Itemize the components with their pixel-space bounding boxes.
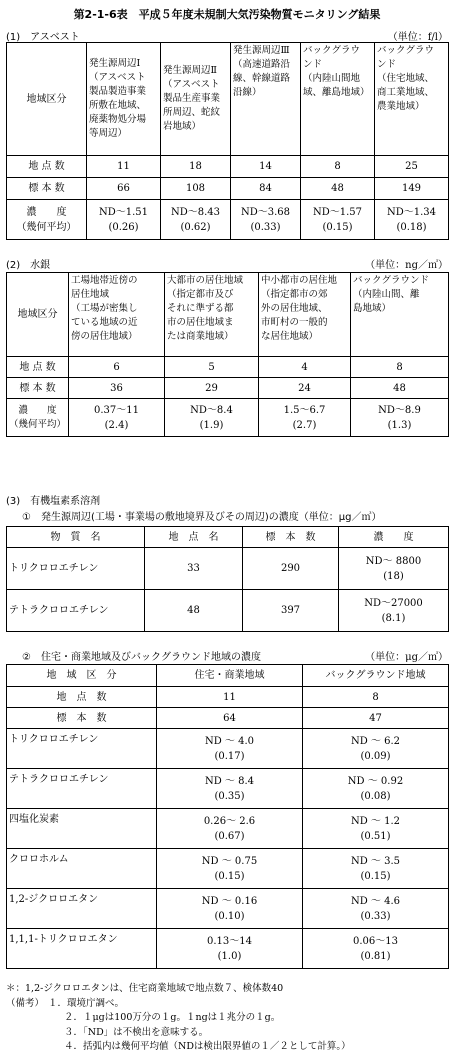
substance-name: 1,2-ジクロロエタン — [7, 889, 157, 929]
table-row — [7, 708, 449, 729]
asbestos-header-row — [7, 43, 449, 156]
row-label: 濃 度 （幾何平均） — [7, 399, 69, 437]
cell: ND～27000 (8.1) — [339, 590, 449, 632]
section-asbestos-heading: (1) アスベスト — [6, 32, 80, 43]
cell: ND ～ 8.4 (0.35) — [157, 769, 303, 809]
cell: 11 — [87, 156, 161, 178]
table-row — [7, 809, 449, 849]
table-row — [7, 200, 449, 240]
cell: 8 — [303, 687, 449, 708]
column-header: 標 本 数 — [243, 527, 339, 548]
section-mercury-unit: （単位：ng／㎥） — [365, 260, 448, 271]
table-row — [7, 357, 449, 378]
cell: ND ～ 0.92 (0.08) — [303, 769, 449, 809]
cell: 64 — [157, 708, 303, 729]
table-row — [7, 156, 449, 178]
mercury-table — [6, 272, 449, 437]
mercury-col-3: 中小都市の居住地 （指定都市の郊 外の居住地域、 市町村の一般的 な居住地域） — [259, 273, 351, 357]
footnote-star: ＊：1,2-ジクロロエタンは、住宅商業地域で地点数７、検体数40 — [6, 983, 284, 994]
cell: ND～8.4 (1.9) — [165, 399, 259, 437]
substance-name: トリクロロエチレン — [7, 548, 145, 590]
cell: 6 — [69, 357, 165, 378]
cell: ND～1.34 (0.18) — [375, 200, 449, 240]
cell: 290 — [243, 548, 339, 590]
table-row — [7, 590, 449, 632]
row-label: 標 本 数 — [7, 178, 87, 200]
cell: ND～3.68 (0.33) — [231, 200, 301, 240]
mercury-col-2: 大都市の居住地域 （指定都市及び それに準ずる都 市の居住地域ま たは商業地域） — [165, 273, 259, 357]
solvents-sub2-heading: ② 住宅・商業地域及びバックグラウンド地域の濃度 — [22, 652, 261, 663]
solvents-source-header-row — [7, 527, 449, 548]
cell: ND～ 8800 (18) — [339, 548, 449, 590]
cell: ND ～ 0.75 (0.15) — [157, 849, 303, 889]
cell: 36 — [69, 378, 165, 399]
asbestos-row-header: 地域区分 — [7, 43, 87, 156]
row-label: 地 点 数 — [7, 156, 87, 178]
cell: ND～8.9 (1.3) — [351, 399, 449, 437]
substance-name: 1,1,1-トリクロロエタン — [7, 929, 157, 969]
cell: ND ～ 1.2 (0.51) — [303, 809, 449, 849]
table-row — [7, 399, 449, 437]
cell: 18 — [161, 156, 231, 178]
table-row — [7, 769, 449, 809]
cell: 66 — [87, 178, 161, 200]
table-row — [7, 929, 449, 969]
asbestos-table — [6, 42, 449, 240]
cell: 33 — [145, 548, 243, 590]
section-asbestos-unit: （単位：f/l） — [387, 32, 448, 43]
footnotes — [6, 982, 450, 1055]
cell: 84 — [231, 178, 301, 200]
cell: 0.13～14 (1.0) — [157, 929, 303, 969]
solvents-sub1-heading: ① 発生源周辺(工場・事業場の敷地境界及びその周辺)の濃度（単位：μg／㎥） — [22, 512, 382, 523]
table-row — [7, 849, 449, 889]
remark-item: ３．「ND」は不検出を意味する。 — [64, 1026, 209, 1038]
section-solvents-heading: (3) 有機塩素系溶剤 — [6, 496, 101, 507]
cell: ND ～ 3.5 (0.15) — [303, 849, 449, 889]
cell: 11 — [157, 687, 303, 708]
substance-name: テトラクロロエチレン — [7, 590, 145, 632]
asbestos-col-1: 発生源周辺Ⅰ （アスベスト 製品製造事業 所敷在地域、 廃薬物処分場 等周辺） — [87, 43, 161, 156]
table-row — [7, 178, 449, 200]
row-label: 濃 度 （幾何平均） — [7, 200, 87, 240]
page-title: 第2-1-6表 平成５年度未規制大気汚染物質モニタリング結果 — [73, 8, 381, 21]
remarks — [6, 997, 450, 1012]
cell: 108 — [161, 178, 231, 200]
section-mercury-heading: (2) 水銀 — [6, 260, 51, 271]
column-header: 物 質 名 — [7, 527, 145, 548]
cell: 1.5～6.7 (2.7) — [259, 399, 351, 437]
cell: 48 — [351, 378, 449, 399]
table-row — [7, 729, 449, 769]
cell: ND～8.43 (0.62) — [161, 200, 231, 240]
substance-name: クロロホルム — [7, 849, 157, 889]
asbestos-col-2: 発生源周辺Ⅱ （アスベスト 製品生産事業 所周辺、蛇紋 岩地域） — [161, 43, 231, 156]
cell: ND ～ 6.2 (0.09) — [303, 729, 449, 769]
cell: ND ～ 4.6 (0.33) — [303, 889, 449, 929]
mercury-col-1: 工場地帯近傍の 居住地域 （工場が密集し ている地域の近 傍の居住地域） — [69, 273, 165, 357]
asbestos-col-5: バックグラウ ンド （住宅地域、 商工業地域、 農業地域） — [375, 43, 449, 156]
cell: ND ～ 0.16 (0.10) — [157, 889, 303, 929]
mercury-row-header: 地域区分 — [7, 273, 69, 357]
cell: 29 — [165, 378, 259, 399]
cell: 8 — [351, 357, 449, 378]
column-header: 地 点 名 — [145, 527, 243, 548]
solvents-sub2-unit: （単位：μg／㎥） — [365, 652, 448, 663]
solvents-area-header-row — [7, 665, 449, 687]
substance-name: テトラクロロエチレン — [7, 769, 157, 809]
cell: 0.26～ 2.6 (0.67) — [157, 809, 303, 849]
remark-item: １．環境庁調べ。 — [48, 997, 125, 1009]
mercury-header-row — [7, 273, 449, 357]
cell: 47 — [303, 708, 449, 729]
table-row — [7, 889, 449, 929]
row-label: 標 本 数 — [7, 378, 69, 399]
asbestos-col-4: バックグラウ ンド （内陸山間地 域、離島地域） — [301, 43, 375, 156]
column-header: 住宅・商業地域 — [157, 665, 303, 687]
cell: 25 — [375, 156, 449, 178]
row-label: 標 本 数 — [7, 708, 157, 729]
substance-name: トリクロロエチレン — [7, 729, 157, 769]
cell: 5 — [165, 357, 259, 378]
cell: 397 — [243, 590, 339, 632]
cell: 0.06～13 (0.81) — [303, 929, 449, 969]
row-label: 地 点 数 — [7, 357, 69, 378]
cell: 48 — [301, 178, 375, 200]
cell: 48 — [145, 590, 243, 632]
cell: 4 — [259, 357, 351, 378]
cell: ND ～ 4.0 (0.17) — [157, 729, 303, 769]
mercury-col-4: バックグラウンド （内陸山間、離 島地域） — [351, 273, 449, 357]
solvents-area-table — [6, 664, 449, 969]
table-row — [7, 687, 449, 708]
asbestos-col-3: 発生源周辺Ⅲ （高速道路沿 線、幹線道路 沿線） — [231, 43, 301, 156]
remarks-label: （備考） — [6, 997, 45, 1009]
cell: 8 — [301, 156, 375, 178]
remark-item: ２．１μgは100万分の１g。１ngは１兆分の１g。 — [64, 1012, 281, 1023]
table-row — [7, 548, 449, 590]
substance-name: 四塩化炭素 — [7, 809, 157, 849]
column-header: 地 域 区 分 — [7, 665, 157, 687]
column-header: 濃 度 — [339, 527, 449, 548]
remark-item: ４．括弧内は幾何平均値（NDは検出限界値の１／２として計算。） — [64, 1041, 351, 1052]
solvents-source-table — [6, 526, 449, 632]
cell: ND～1.57 (0.15) — [301, 200, 375, 240]
table-row — [7, 378, 449, 399]
cell: 0.37～11 (2.4) — [69, 399, 165, 437]
row-label: 地 点 数 — [7, 687, 157, 708]
cell: 149 — [375, 178, 449, 200]
cell: ND～1.51 (0.26) — [87, 200, 161, 240]
column-header: バックグラウンド地域 — [303, 665, 449, 687]
cell: 14 — [231, 156, 301, 178]
cell: 24 — [259, 378, 351, 399]
